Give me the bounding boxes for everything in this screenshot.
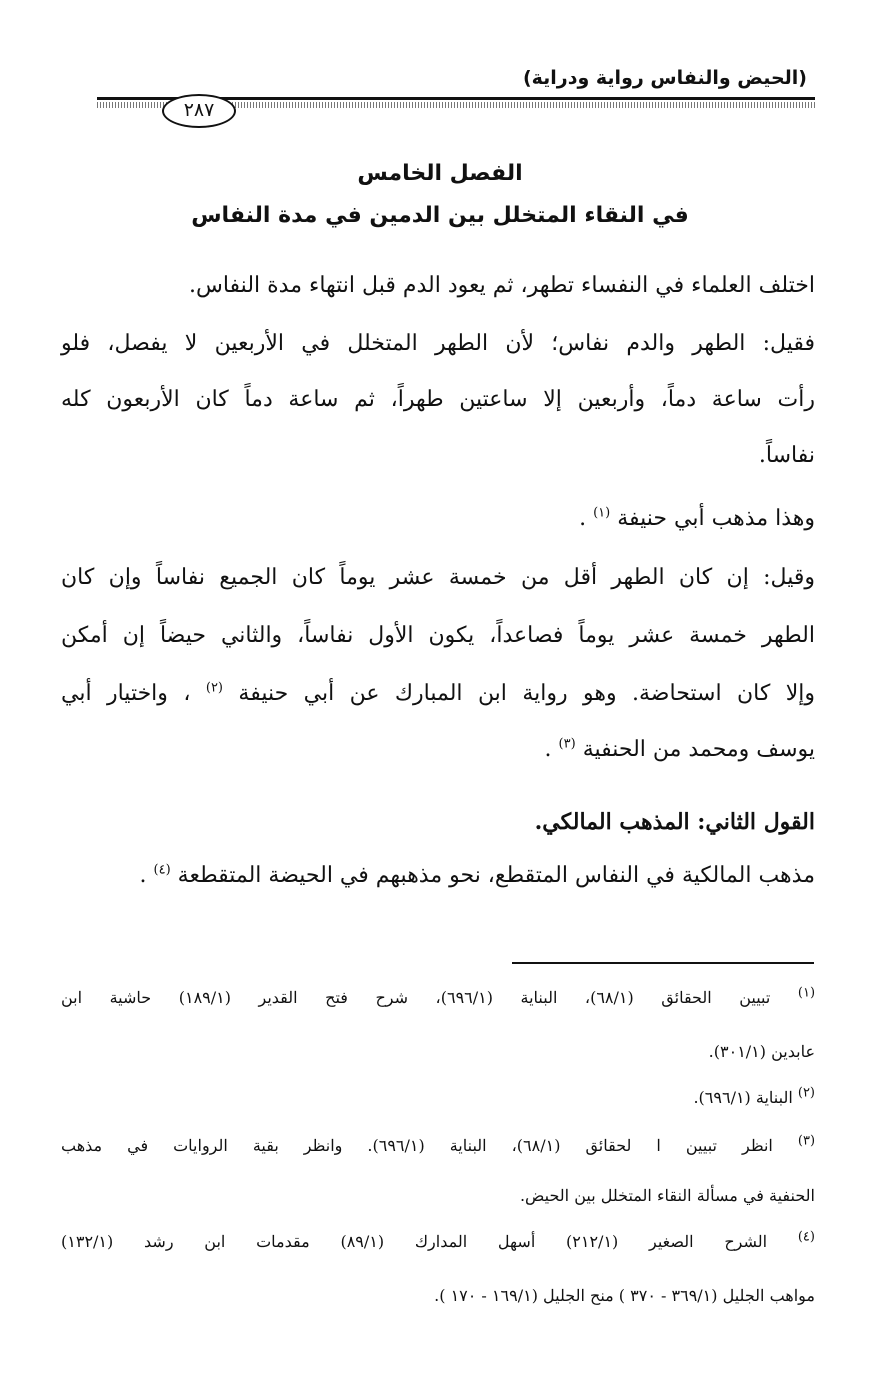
footnote-3 bbox=[61, 1134, 815, 1158]
chapter-subtitle: في النقاء المتخلل بين الدمين في مدة النفاس bbox=[191, 203, 689, 228]
footnote-ref-3: (٣) bbox=[558, 736, 576, 752]
footnote-text: الشرح الصغير (٢١٢/١) أسهل المدارك (٨٩/١) مقدمات ابن رشد (١٣٢/١) bbox=[61, 1232, 768, 1251]
page-number: ٢٨٧ bbox=[162, 94, 236, 128]
paragraph-line bbox=[61, 386, 815, 414]
footnote-ref-1: (١) bbox=[593, 505, 611, 521]
footnote-3-cont: الحنفية في مسألة النقاء المتخلل بين الحيض. bbox=[519, 1186, 815, 1205]
footnote-1 bbox=[61, 986, 815, 1010]
paragraph-line bbox=[61, 622, 815, 650]
footnote-mark: (١) bbox=[797, 985, 816, 1001]
footnote-text: انظر تبيين ا لحقائق (٦٨/١)، البناية (٦٩٦/١). وانظر بقية الروايات في مذهب bbox=[61, 1136, 773, 1155]
paragraph-line bbox=[61, 564, 815, 592]
paragraph-text: يوسف ومحمد من الحنفية bbox=[582, 737, 815, 762]
paragraph-text: وهذا مذهب أبي حنيفة bbox=[617, 506, 815, 531]
paragraph-text: نفاساً. bbox=[758, 443, 815, 468]
paragraph-line bbox=[61, 862, 815, 890]
footnote-ref-2: (٢) bbox=[205, 680, 223, 696]
running-head: (الحيض والنفاس رواية ودراية) bbox=[522, 67, 807, 89]
paragraph-text: وقيل: إن كان الطهر أقل من خمسة عشر يوماً كان الجميع نفاساً وإن كان bbox=[61, 565, 815, 590]
footnote-text: البناية (٦٩٦/١). bbox=[693, 1088, 793, 1107]
paragraph-line bbox=[61, 680, 815, 708]
paragraph-line bbox=[61, 505, 815, 533]
footnote-mark: (٣) bbox=[797, 1133, 816, 1149]
footnote-4-cont: مواهب الجليل (٣٦٩/١ - ٣٧٠ ) منح الجليل (١٦٩/١ - ١٧٠ ). bbox=[434, 1286, 815, 1305]
footnote-4 bbox=[61, 1230, 815, 1254]
footnote-1-cont: عابدين (٣٠١/١). bbox=[708, 1042, 815, 1061]
paragraph-line bbox=[61, 272, 815, 300]
footnote-separator bbox=[512, 962, 814, 964]
paragraph-text: اختلف العلماء في النفساء تطهر، ثم يعود الدم قبل انتهاء مدة النفاس. bbox=[189, 273, 815, 298]
footnote-mark: (٢) bbox=[797, 1085, 815, 1101]
paragraph-text: رأت ساعة دماً، وأربعين إلا ساعتين طهراً، ثم ساعة دماً كان الأربعون كله bbox=[61, 387, 815, 412]
paragraph-text: الطهر خمسة عشر يوماً فصاعداً، يكون الأول نفاساً، والثاني حيضاً إن أمكن bbox=[61, 623, 815, 648]
paragraph-text: . bbox=[579, 506, 587, 531]
chapter-title: الفصل الخامس bbox=[357, 161, 523, 186]
footnote-2 bbox=[61, 1086, 815, 1110]
paragraph-line bbox=[61, 330, 815, 358]
paragraph-text: ، واختيار أبي bbox=[61, 681, 191, 706]
footnote-mark: (٤) bbox=[797, 1229, 815, 1245]
paragraph-text: مذهب المالكية في النفاس المتقطع، نحو مذهبهم في الحيضة المتقطعة bbox=[177, 863, 815, 888]
footnote-text: تبيين الحقائق (٦٨/١)، البناية (٦٩٦/١)، شرح فتح القدير (١٨٩/١) حاشية ابن bbox=[61, 988, 771, 1007]
paragraph-text: . bbox=[544, 737, 552, 762]
paragraph-text: . bbox=[139, 863, 147, 888]
paragraph-text: وإلا كان استحاضة. وهو رواية ابن المبارك عن أبي حنيفة bbox=[238, 681, 816, 706]
section-heading: القول الثاني: المذهب المالكي. bbox=[534, 809, 815, 835]
paragraph-line bbox=[61, 736, 815, 764]
paragraph-line bbox=[61, 442, 815, 470]
paragraph-text: فقيل: الطهر والدم نفاس؛ لأن الطهر المتخلل في الأربعين لا يفصل، فلو bbox=[61, 331, 815, 356]
footnote-ref-4: (٤) bbox=[153, 862, 171, 878]
